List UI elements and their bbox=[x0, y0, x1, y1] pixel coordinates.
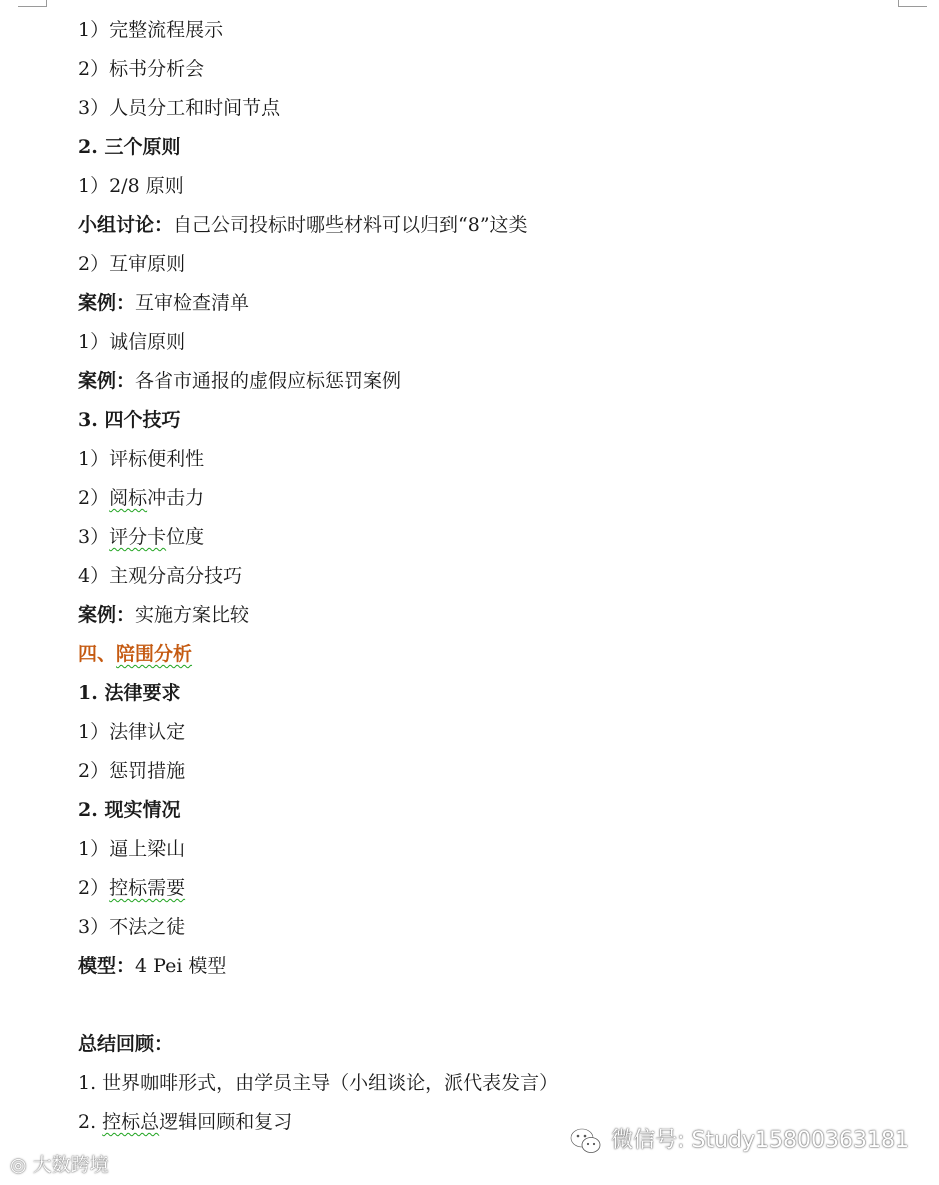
line-prefix: 2） bbox=[78, 487, 110, 509]
list-item bbox=[78, 1109, 292, 1135]
line-label: 案例： bbox=[78, 292, 136, 314]
line-label: 案例： bbox=[78, 604, 136, 626]
wechat-watermark bbox=[569, 1124, 909, 1158]
list-item: 1）2/8 原则 bbox=[78, 175, 184, 197]
line-label: 模型： bbox=[78, 955, 136, 977]
model-line bbox=[78, 953, 226, 979]
section-subheading: 3. 四个技巧 bbox=[78, 409, 181, 431]
list-item: 1. 世界咖啡形式，由学员主导（小组谈论，派代表发言） bbox=[78, 1072, 559, 1094]
list-item: 2）互审原则 bbox=[78, 253, 186, 275]
watermark-text: 微信号: Study15800363181 bbox=[611, 1128, 909, 1153]
line-text: 自己公司投标时哪些材料可以归到“8”这类 bbox=[173, 214, 528, 236]
section-subheading: 2. 现实情况 bbox=[78, 799, 181, 821]
line-label: 小组讨论： bbox=[78, 214, 174, 236]
line-text: 实施方案比较 bbox=[135, 604, 250, 626]
list-item: 1）完整流程展示 bbox=[78, 19, 224, 41]
page-corner-mark-left bbox=[18, 0, 47, 7]
discussion-line bbox=[78, 212, 528, 238]
line-label: 总结回顾： bbox=[78, 1033, 174, 1055]
line-text: 4 Pei 模型 bbox=[135, 955, 227, 977]
list-item: 3）不法之徒 bbox=[78, 916, 186, 938]
summary-heading bbox=[78, 1031, 173, 1057]
section-heading bbox=[78, 641, 192, 667]
line-label: 案例： bbox=[78, 370, 136, 392]
list-item: 1）法律认定 bbox=[78, 721, 186, 743]
case-line bbox=[78, 602, 249, 628]
list-item: 4）主观分高分技巧 bbox=[78, 565, 243, 587]
line-prefix: 2） bbox=[78, 877, 110, 899]
case-line bbox=[78, 290, 249, 316]
section-subheading: 2. 三个原则 bbox=[78, 136, 181, 158]
watermark-logo-icon: ◎ bbox=[10, 1154, 27, 1176]
list-item: 1）诚信原则 bbox=[78, 331, 186, 353]
line-text: 冲击力 bbox=[147, 487, 205, 509]
list-item bbox=[78, 485, 204, 511]
line-prefix: 3） bbox=[78, 526, 110, 548]
section-subheading: 1. 法律要求 bbox=[78, 682, 181, 704]
list-item: 2）惩罚措施 bbox=[78, 760, 186, 782]
spellcheck-marked-text: 控标需要 bbox=[109, 877, 186, 899]
list-item bbox=[78, 524, 204, 550]
line-text: 逻辑回顾和复习 bbox=[159, 1111, 293, 1133]
line-prefix: 2. bbox=[78, 1111, 103, 1133]
spellcheck-marked-text: 评分卡 bbox=[109, 526, 167, 548]
spellcheck-marked-text: 陪围分析 bbox=[116, 643, 193, 665]
line-text: 各省市通报的虚假应标惩罚案例 bbox=[135, 370, 402, 392]
list-item: 3）人员分工和时间节点 bbox=[78, 97, 281, 119]
wechat-icon bbox=[569, 1126, 603, 1156]
list-item bbox=[78, 875, 185, 901]
watermark-text: 大数跨境 bbox=[32, 1154, 109, 1176]
spellcheck-marked-text: 控标总 bbox=[102, 1111, 160, 1133]
list-item: 1）评标便利性 bbox=[78, 448, 205, 470]
spellcheck-marked-text: 阅标 bbox=[109, 487, 148, 509]
list-item: 2）标书分析会 bbox=[78, 58, 205, 80]
page-corner-mark-right bbox=[898, 0, 927, 7]
line-text: 位度 bbox=[166, 526, 205, 548]
case-line bbox=[78, 368, 401, 394]
heading-prefix: 四、 bbox=[78, 643, 117, 665]
list-item: 1）逼上梁山 bbox=[78, 838, 186, 860]
line-text: 互审检查清单 bbox=[135, 292, 250, 314]
source-watermark bbox=[10, 1152, 109, 1178]
